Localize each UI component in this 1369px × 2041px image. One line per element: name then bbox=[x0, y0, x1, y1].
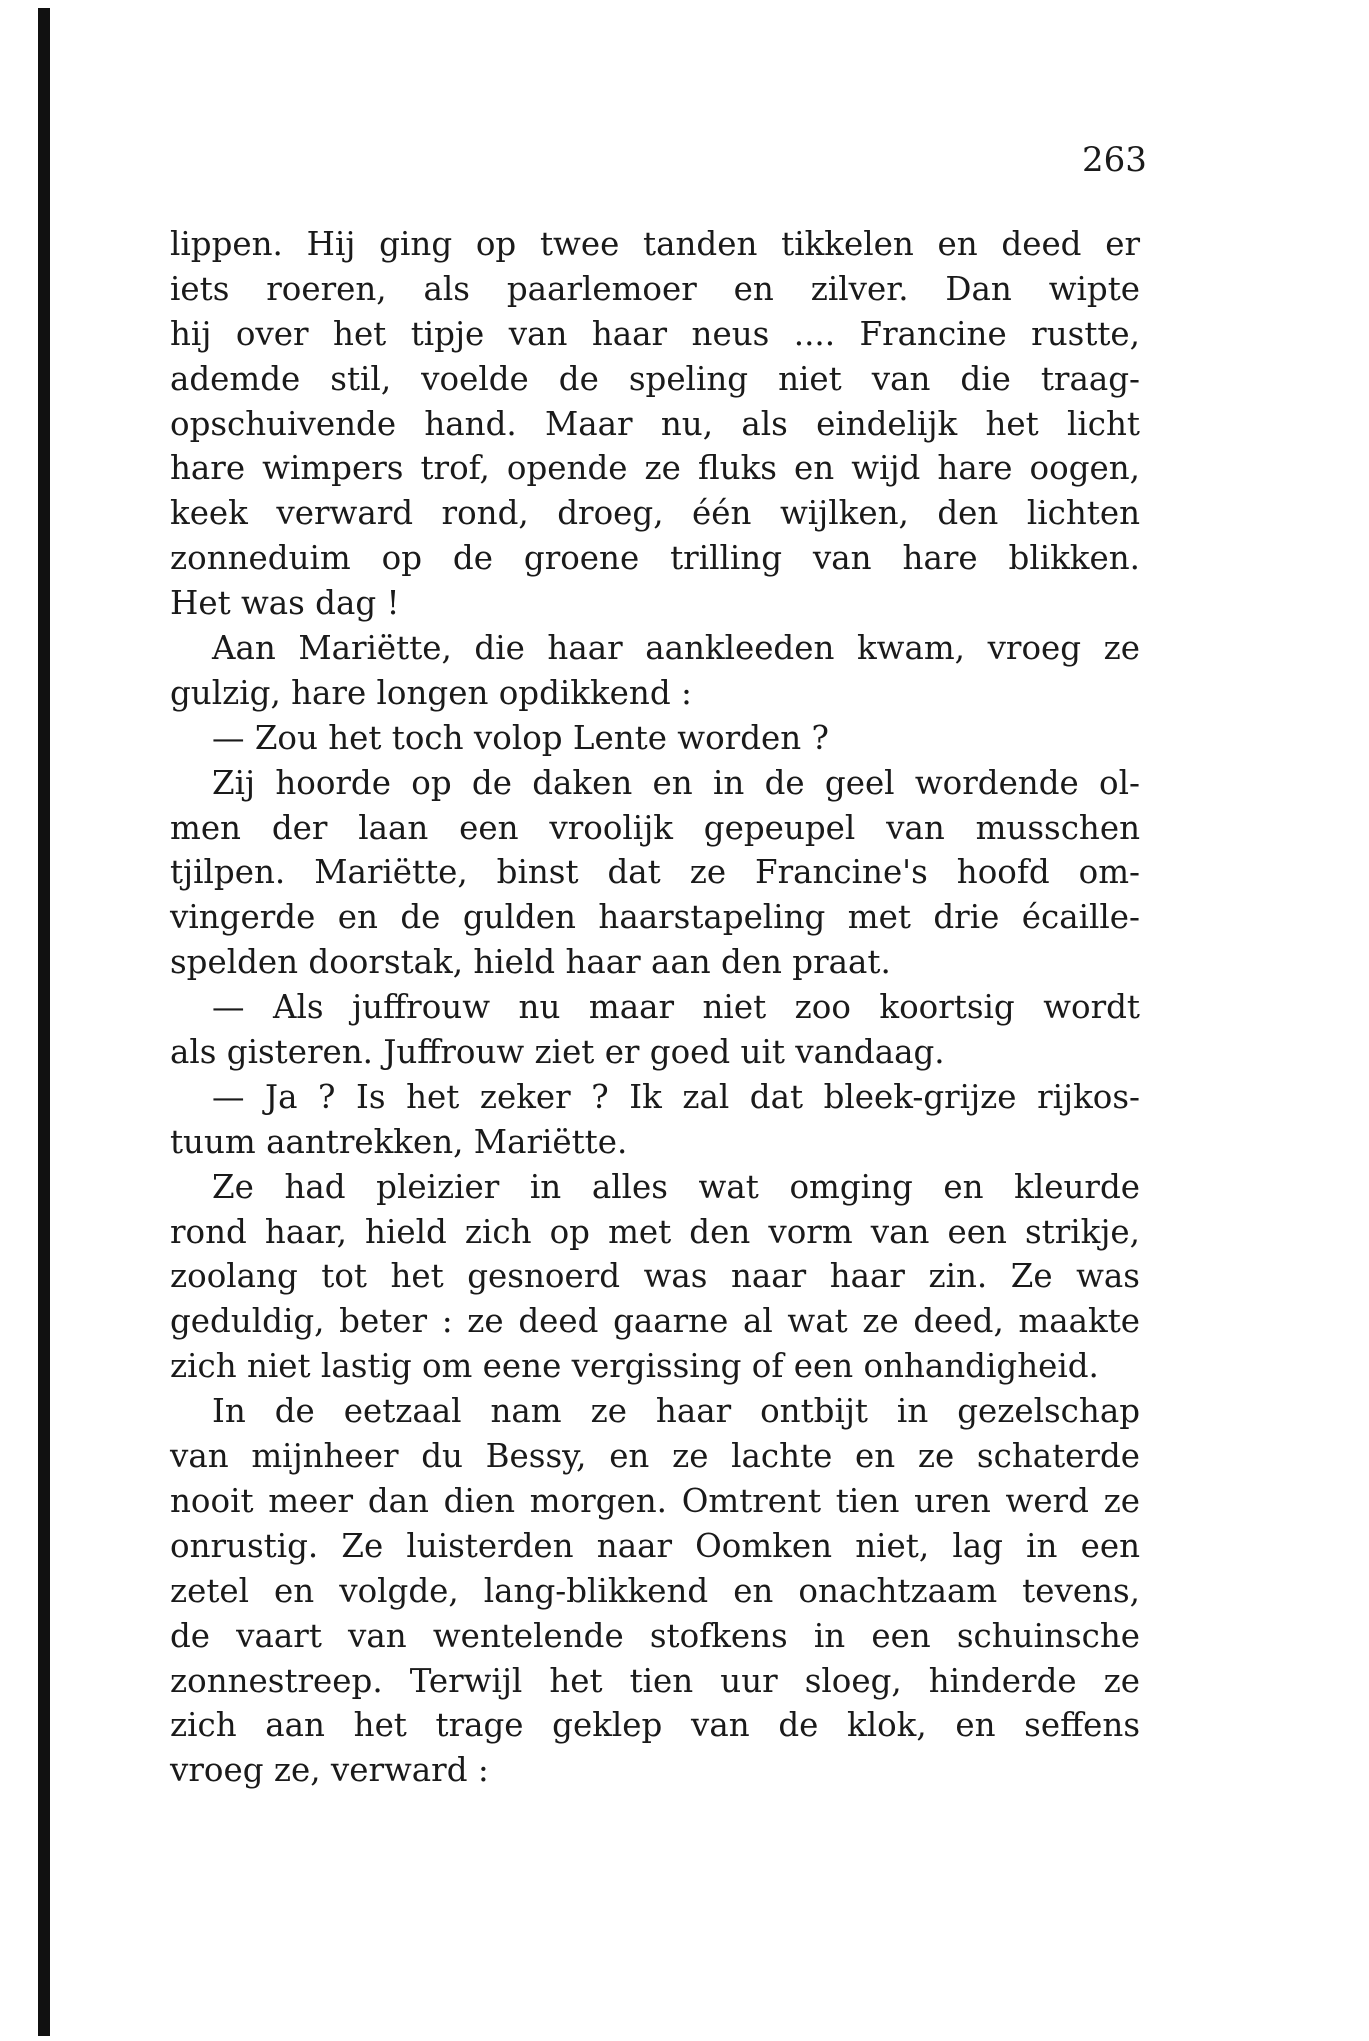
text-line: als gisteren. Juffrouw ziet er goed uit vandaag. bbox=[170, 1033, 945, 1072]
text-line: men der laan een vroolijk gepeupel van musschen bbox=[170, 808, 1140, 847]
text-line: onrustig. Ze luisterden naar Oomken niet, lag in een bbox=[170, 1526, 1140, 1565]
text-line: tuum aantrekken, Mariëtte. bbox=[170, 1122, 628, 1161]
text-line: de vaart van wentelende stofkens in een schuinsche bbox=[170, 1616, 1140, 1655]
book-spine-edge bbox=[38, 8, 50, 2036]
text-line: zetel en volgde, lang-blikkend en onachtzaam tevens, bbox=[170, 1571, 1140, 1610]
text-line: vingerde en de gulden haarstapeling met drie écaille- bbox=[170, 898, 1140, 937]
text-line: opschuivende hand. Maar nu, als eindelijk het licht bbox=[170, 404, 1140, 443]
text-line: — Zou het toch volop Lente worden ? bbox=[212, 718, 829, 757]
text-line: hij over het tipje van haar neus .... Francine rustte, bbox=[170, 314, 1140, 353]
text-line: geduldig, beter : ze deed gaarne al wat ze deed, maakte bbox=[170, 1302, 1140, 1341]
text-line: ademde stil, voelde de speling niet van die traag- bbox=[170, 359, 1140, 398]
text-line: van mijnheer du Bessy, en ze lachte en ze schaterde bbox=[170, 1437, 1140, 1476]
text-line: nooit meer dan dien morgen. Omtrent tien uren werd ze bbox=[170, 1481, 1140, 1520]
text-line: spelden doorstak, hield haar aan den praat. bbox=[170, 943, 891, 982]
text-line: tjilpen. Mariëtte, binst dat ze Francine's hoofd om- bbox=[170, 853, 1140, 892]
text-line: vroeg ze, verward : bbox=[170, 1751, 489, 1790]
text-line: Ze had pleizier in alles wat omging en kleurde bbox=[212, 1167, 1140, 1206]
text-line: zonneduim op de groene trilling van hare blikken. bbox=[170, 539, 1140, 578]
text-line: Zij hoorde op de daken en in de geel wordende ol- bbox=[212, 763, 1140, 802]
text-line: iets roeren, als paarlemoer en zilver. Dan wipte bbox=[170, 269, 1140, 308]
text-line: Het was dag ! bbox=[170, 584, 400, 623]
text-line: rond haar, hield zich op met den vorm van een strikje, bbox=[170, 1212, 1140, 1251]
page-body-text bbox=[170, 222, 1140, 1793]
text-line: zich niet lastig om eene vergissing of een onhandigheid. bbox=[170, 1347, 1099, 1386]
text-line: — Ja ? Is het zeker ? Ik zal dat bleek-grijze rijkos- bbox=[212, 1077, 1140, 1116]
text-line: In de eetzaal nam ze haar ontbijt in gezelschap bbox=[212, 1392, 1140, 1431]
text-line: zich aan het trage geklep van de klok, en seffens bbox=[170, 1706, 1140, 1745]
text-line: zonnestreep. Terwijl het tien uur sloeg, hinderde ze bbox=[170, 1661, 1140, 1700]
text-line: keek verward rond, droeg, één wijlken, den lichten bbox=[170, 494, 1140, 533]
text-line: hare wimpers trof, opende ze fluks en wijd hare oogen, bbox=[170, 449, 1140, 488]
text-line: lippen. Hij ging op twee tanden tikkelen en deed er bbox=[170, 225, 1140, 263]
text-line: gulzig, hare longen opdikkend : bbox=[170, 673, 692, 712]
text-line: Aan Mariëtte, die haar aankleeden kwam, vroeg ze bbox=[212, 629, 1140, 668]
text-line: — Als juffrouw nu maar niet zoo koortsig wordt bbox=[212, 988, 1140, 1027]
page-number: 263 bbox=[1082, 140, 1147, 180]
text-line: zoolang tot het gesnoerd was naar haar zin. Ze was bbox=[170, 1257, 1140, 1296]
